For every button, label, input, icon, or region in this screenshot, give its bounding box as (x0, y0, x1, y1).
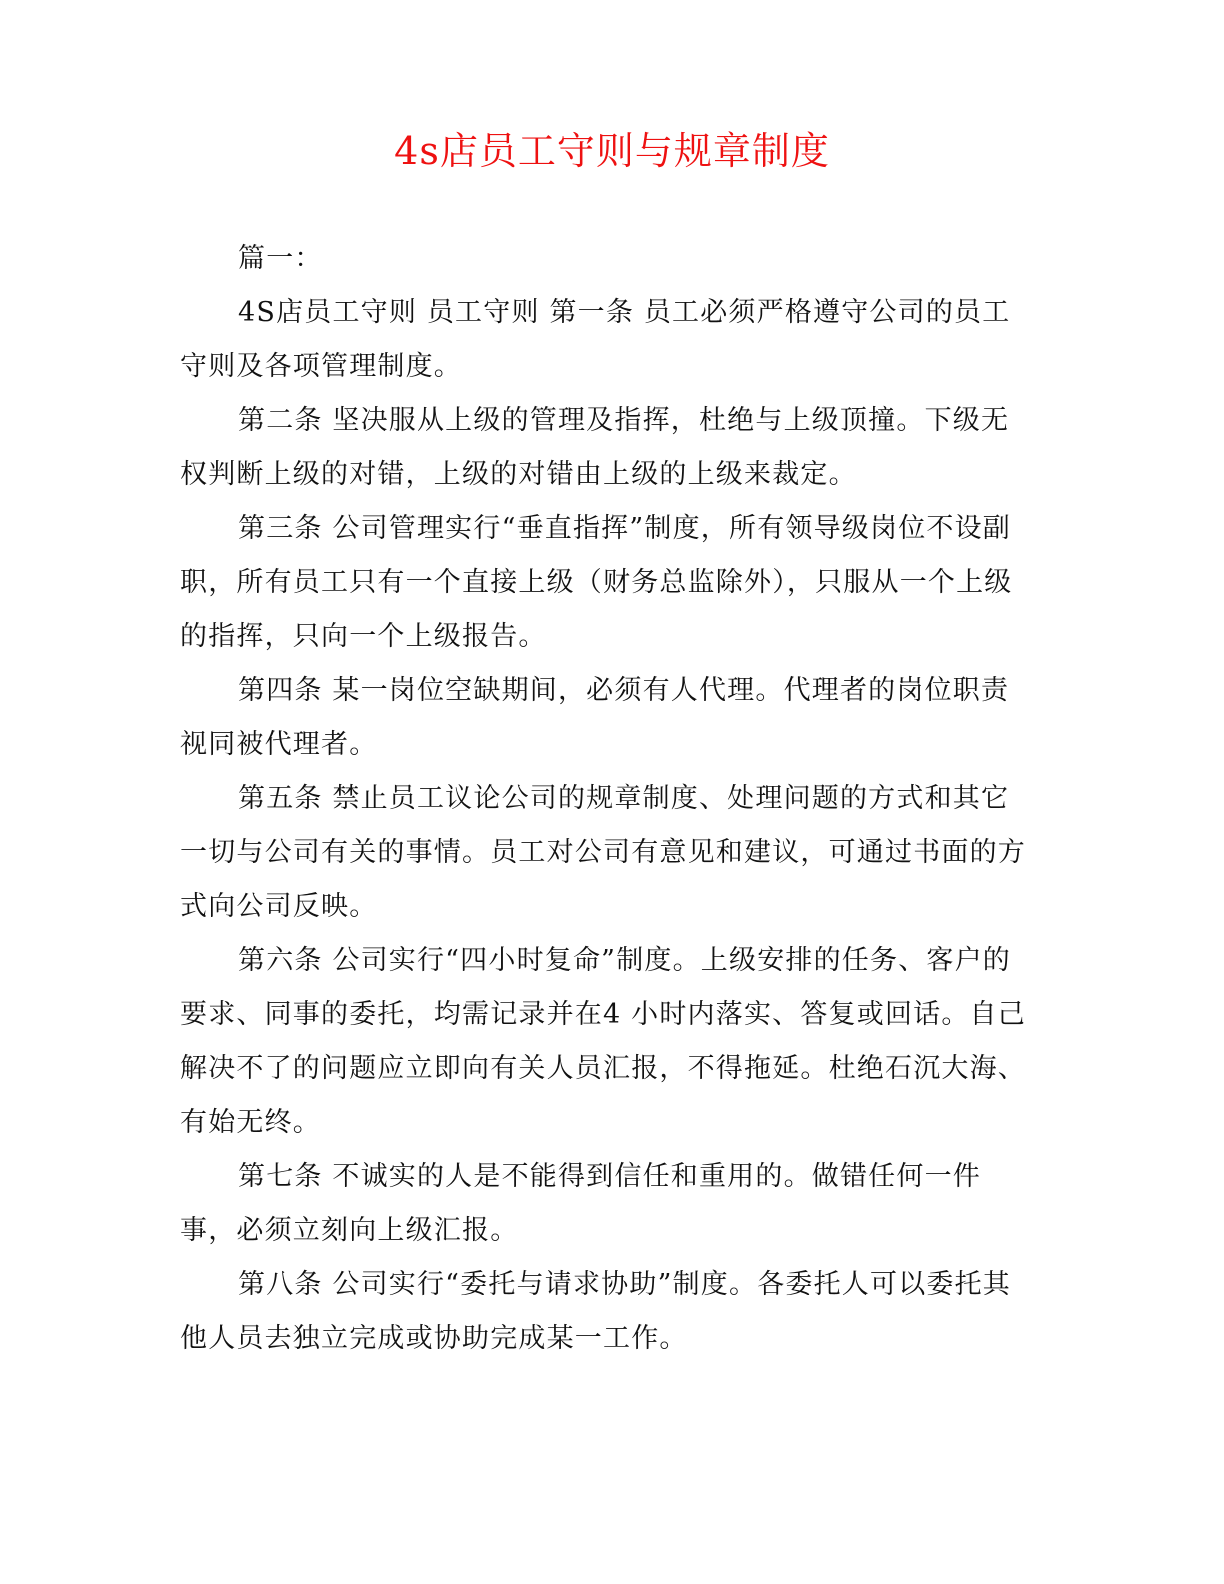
article-3: 第三条 公司管理实行“垂直指挥”制度，所有领导级岗位不设副职，所有员工只有一个直接上级（财务总监除外），只服从一个上级的指挥，只向一个上级报告。 (180, 513, 1013, 652)
article-2: 第二条 坚决服从上级的管理及指挥，杜绝与上级顶撞。下级无权判断上级的对错，上级的对错由上级的上级来裁定。 (180, 405, 1010, 490)
article-4: 第四条 某一岗位空缺期间，必须有人代理。代理者的岗位职责视同被代理者。 (180, 675, 1010, 760)
document-body (180, 232, 1036, 1366)
article-6: 第六条 公司实行“四小时复命”制度。上级安排的任务、客户的要求、同事的委托，均需记录并在4 小时内落实、答复或回话。自己解决不了的问题应立即向有关人员汇报，不得拖延。杜绝石沉大海、有始无终。 (180, 945, 1026, 1138)
article-7: 第七条 不诚实的人是不能得到信任和重用的。做错任何一件事，必须立刻向上级汇报。 (180, 1161, 981, 1246)
article-5: 第五条 禁止员工议论公司的规章制度、处理问题的方式和其它一切与公司有关的事情。员工对公司有意见和建议，可通过书面的方式向公司反映。 (180, 783, 1026, 922)
document-title: 4s店员工守则与规章制度 (394, 129, 830, 173)
article-1: 4S店员工守则 员工守则 第一条 员工必须严格遵守公司的员工守则及各项管理制度。 (180, 297, 1011, 382)
section-heading: 篇一： (238, 243, 323, 274)
article-8: 第八条 公司实行“委托与请求协助”制度。各委托人可以委托其他人员去独立完成或协助完成某一工作。 (180, 1269, 1011, 1354)
